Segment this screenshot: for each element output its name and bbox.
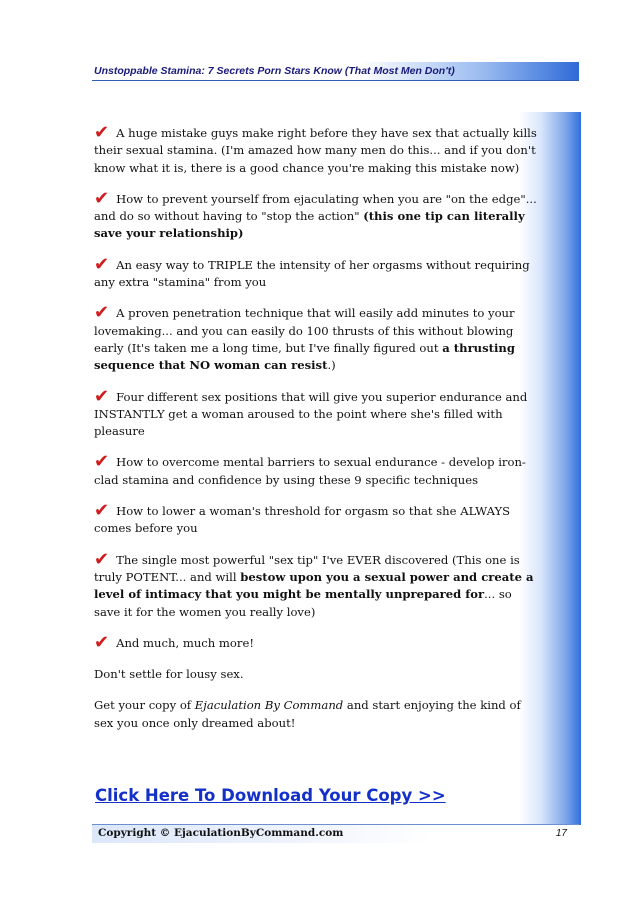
checkmark-icon: ✔ — [94, 385, 110, 407]
bullet-item — [94, 302, 538, 374]
bullet-item — [94, 451, 538, 489]
bullet-text: An easy way to TRIPLE the intensity of her orgasms without requiring any extra "stamina" from you — [94, 257, 530, 290]
bullet-text: How to prevent yourself from ejaculating when you are "on the edge"... and do so without having to "stop the action" — [94, 191, 537, 224]
bullet-text: How to lower a woman's threshold for orgasm so that she ALWAYS comes before you — [94, 504, 511, 536]
paragraph-text-after: and start enjoying the kind of sex you once only dreamed about! — [94, 698, 521, 730]
bullet-item — [94, 500, 538, 538]
checkmark-icon: ✔ — [94, 302, 110, 324]
document-body — [94, 122, 538, 746]
bullet-text: The single most powerful "sex tip" I've EVER discovered (This one is truly POTENT... and will — [94, 552, 520, 584]
checkmark-icon: ✔ — [94, 548, 110, 570]
bullet-item — [94, 187, 538, 243]
product-name: Ejaculation By Command — [194, 698, 344, 713]
bullet-item — [94, 548, 538, 621]
page-number: 17 — [555, 828, 567, 839]
bullet-item — [94, 385, 538, 441]
bullet-bold-text: (this one tip can literally save your relationship) — [94, 209, 525, 241]
copyright-text: Copyright © EjaculationByCommand.com — [98, 827, 344, 839]
bullet-item — [94, 631, 538, 653]
header-title: Unstoppable Stamina: 7 Secrets Porn Stars Know (That Most Men Don't) — [94, 65, 455, 77]
bullet-text-after: .) — [327, 358, 336, 373]
checkmark-icon: ✔ — [94, 253, 110, 275]
bullet-text: How to overcome mental barriers to sexual endurance - develop iron-clad stamina and confidence by using these 9 specific techniques — [94, 455, 526, 487]
bullet-text: And much, much more! — [116, 635, 254, 650]
bullet-text: A proven penetration technique that will easily add minutes to your lovemaking... and you can easily do 100 thrusts of this without blowing early (It's taken me a long time, but I've finally figured out — [94, 306, 515, 355]
checkmark-icon: ✔ — [94, 631, 110, 653]
bullet-text-after: ... so save it for the women you really love) — [94, 587, 512, 619]
bullet-text: A huge mistake guys make right before they have sex that actually kills their sexual stamina. (I'm amazed how many men do this... and if you don't know what it is, there is a good chance you're making this mistake now) — [94, 126, 537, 175]
checkmark-icon: ✔ — [94, 122, 110, 143]
checkmark-icon: ✔ — [94, 187, 110, 209]
download-link[interactable]: Click Here To Download Your Copy >> — [95, 786, 446, 805]
bullet-bold-text: a thrusting sequence that NO woman can resist — [94, 340, 515, 373]
closing-paragraph: Don't settle for lousy sex. — [94, 667, 244, 682]
bullet-text: Four different sex positions that will give you superior endurance and INSTANTLY get a woman aroused to the point where she's filled with pleasure — [94, 389, 528, 439]
page-footer — [92, 824, 579, 842]
checkmark-icon: ✔ — [94, 451, 110, 473]
header-divider — [92, 80, 579, 81]
bullet-item — [94, 253, 538, 292]
bullet-item — [94, 122, 538, 177]
page-header — [92, 62, 579, 81]
bullet-bold-text: bestow upon you a sexual power and create a level of intimacy that you might be mentally unprepared for — [94, 569, 534, 602]
paragraph-text: Get your copy of — [94, 698, 195, 713]
call-to-action-paragraph — [94, 697, 538, 732]
checkmark-icon: ✔ — [94, 500, 110, 522]
